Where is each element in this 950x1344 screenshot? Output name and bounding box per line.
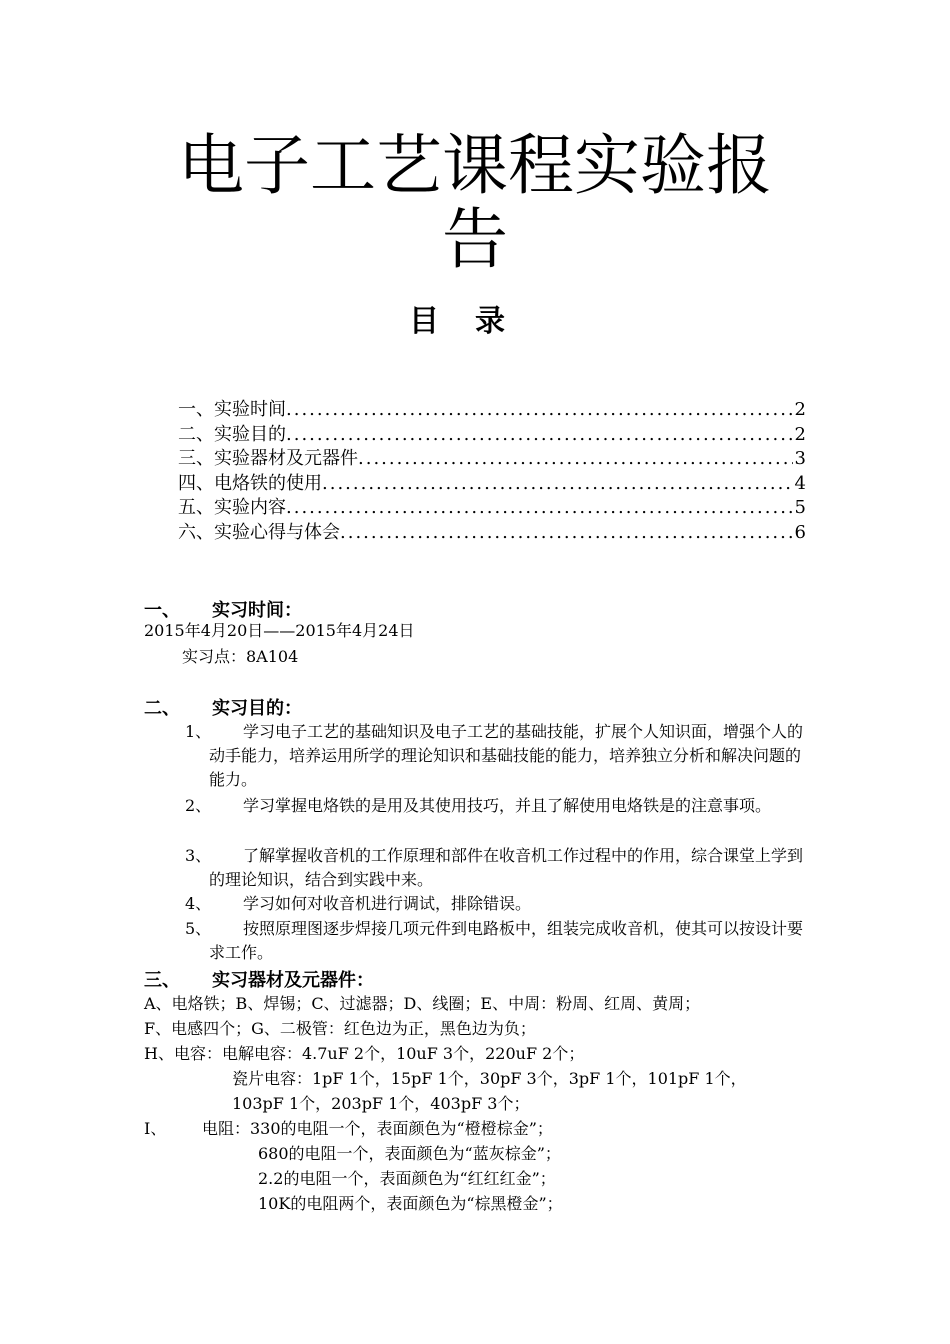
toc-entry-page: 3 [794, 448, 806, 469]
section-number: 一、 [144, 600, 180, 621]
toc-entry[interactable] [178, 444, 806, 469]
materials-line-f: F、电感四个；G、二极管：红色边为正，黑色边为负； [144, 1019, 536, 1038]
toc-leader-dots [322, 473, 793, 494]
toc-entry-page: 6 [794, 521, 806, 543]
toc-entry[interactable] [178, 493, 806, 518]
section-heading-purpose [144, 694, 302, 720]
materials-line-h-ceramic-cont: 103pF 1个，203pF 1个，403pF 3个； [232, 1094, 530, 1113]
toc-entry-page: 5 [794, 497, 806, 518]
purpose-item-text: 学习掌握电烙铁的是用及其使用技巧，并且了解使用电烙铁是的注意事项。 [243, 796, 772, 815]
purpose-item-number: 5、 [185, 919, 212, 938]
purpose-item [185, 892, 807, 916]
materials-line-i-resistor: 2.2的电阻一个，表面颜色为“红红红金”； [258, 1169, 556, 1188]
toc-leader-dots [286, 497, 793, 518]
purpose-item [185, 794, 807, 818]
section-title: 实习器材及元器件： [212, 970, 374, 991]
purpose-item-number: 1、 [185, 722, 212, 741]
section-number: 二、 [144, 698, 180, 719]
toc-leader-dots [340, 522, 793, 543]
section-number: 三、 [144, 970, 180, 991]
toc-entry-page: 2 [794, 399, 806, 420]
toc-entry-label: 五、实验内容 [178, 497, 286, 518]
purpose-item-text: 了解掌握收音机的工作原理和部件在收音机工作过程中的作用，综合课堂上学到的理论知识，结合到实践中来。 [209, 846, 804, 889]
materials-line-i-label: I、 [144, 1119, 167, 1138]
document-title-line2: 告 [442, 201, 508, 278]
purpose-item [185, 720, 807, 792]
toc-entry-page: 2 [794, 423, 806, 445]
toc-entry[interactable] [178, 395, 806, 420]
purpose-item-number: 4、 [185, 894, 212, 913]
section-heading-time [144, 596, 302, 622]
materials-line-h: H、电容：电解电容：4.7uF 2个，10uF 3个，220uF 2个； [144, 1044, 585, 1063]
toc-leader-dots [286, 399, 793, 420]
materials-line-i-resistor: 10K的电阻两个，表面颜色为“棕黑橙金”； [258, 1194, 563, 1213]
purpose-item [185, 844, 807, 892]
practice-place: 实习点：8A104 [182, 647, 299, 666]
toc-entry[interactable] [178, 420, 806, 445]
toc-entry-label: 一、实验时间 [178, 399, 286, 420]
toc-entry-page: 4 [794, 472, 806, 494]
purpose-item-number: 2、 [185, 796, 212, 815]
purpose-item-text: 学习电子工艺的基础知识及电子工艺的基础技能，扩展个人知识面，增强个人的动手能力，培养运用所学的理论知识和基础技能的能力，培养独立分析和解决问题的能力。 [209, 722, 804, 789]
toc-entry-label: 六、实验心得与体会 [178, 521, 340, 543]
toc-entry-label: 四、电烙铁的使用 [178, 472, 322, 494]
document-title-line1: 电子工艺课程实验报 [178, 127, 772, 204]
toc-leader-dots [286, 424, 793, 445]
toc-heading: 目录 [409, 304, 541, 339]
purpose-item-text: 学习如何对收音机进行调试，排除错误。 [243, 894, 532, 913]
toc-entry-label: 二、实验目的 [178, 423, 286, 445]
section-title: 实习目的： [212, 698, 302, 719]
toc-entry-label: 三、实验器材及元器件 [178, 448, 358, 469]
purpose-item-text: 按照原理图逐步焊接几项元件到电路板中，组装完成收音机，使其可以按设计要求工作。 [209, 919, 804, 962]
materials-line-i-resistor: 680的电阻一个，表面颜色为“蓝灰棕金”； [258, 1144, 561, 1163]
materials-line-h-ceramic: 瓷片电容：1pF 1个，15pF 1个，30pF 3个，3pF 1个，101pF 1个， [232, 1069, 747, 1088]
table-of-contents [178, 395, 806, 542]
toc-entry[interactable] [178, 518, 806, 543]
toc-entry[interactable] [178, 469, 806, 494]
materials-line-a: A、电烙铁；B、焊锡；C、过滤器；D、线圈；E、中周：粉周、红周、黄周； [144, 994, 701, 1013]
purpose-item [185, 917, 807, 965]
toc-leader-dots [358, 448, 793, 469]
practice-date: 2015年4月20日——2015年4月24日 [144, 621, 415, 640]
materials-line-i-resistor: 电阻：330的电阻一个，表面颜色为“橙橙棕金”； [202, 1119, 553, 1138]
section-title: 实习时间： [212, 600, 302, 621]
section-heading-materials [144, 966, 374, 992]
purpose-item-number: 3、 [185, 846, 212, 865]
